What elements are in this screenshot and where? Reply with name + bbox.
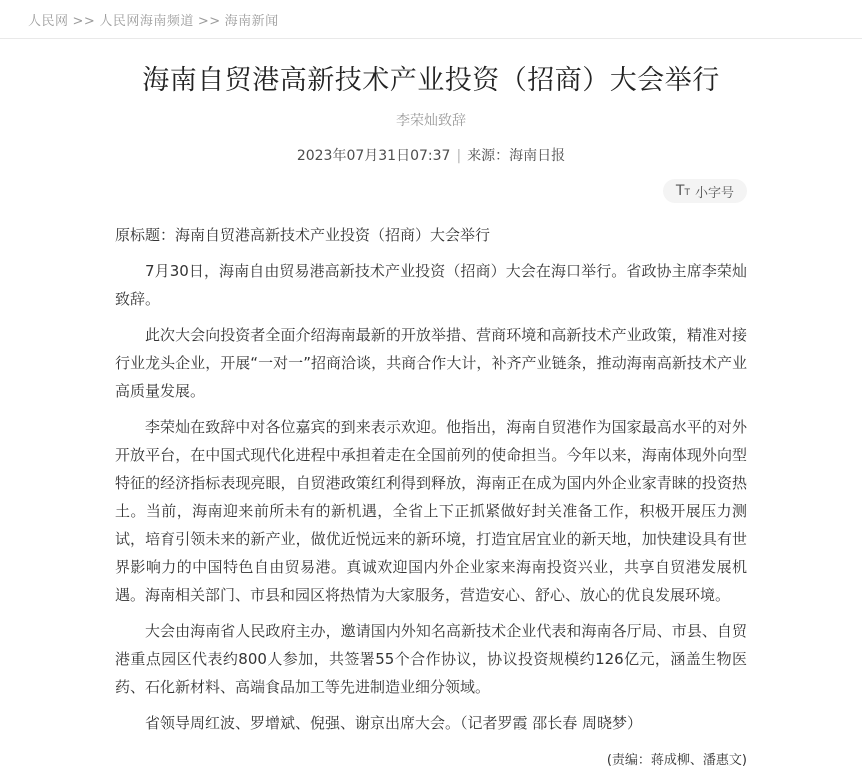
- breadcrumb: [0, 0, 862, 38]
- original-title-label: 原标题：: [115, 226, 176, 244]
- publish-date: 2023年07月31日07:37: [296, 148, 451, 164]
- font-size-label: 小字号: [694, 185, 734, 201]
- breadcrumb-separator: >>: [72, 14, 96, 29]
- original-title-text: 海南自贸港高新技术产业投资（招商）大会举行: [175, 226, 491, 244]
- font-size-icon: T T: [675, 183, 690, 199]
- source-label: 来源：: [467, 148, 510, 164]
- article-title: 海南自贸港高新技术产业投资（招商）大会举行: [142, 65, 720, 96]
- editor-note: (责编：蒋成柳、潘惠文): [606, 753, 747, 768]
- article-container: [115, 63, 747, 771]
- article-body: [115, 221, 747, 771]
- article-paragraph: 此次大会向投资者全面介绍海南最新的开放举措、营商环境和高新技术产业政策，精准对接行业龙头企业，开展“一对一”招商洽谈，共商合作大计，补齐产业链条，推动海南高新技术产业高质量发展。: [115, 326, 747, 400]
- breadcrumb-link-hainan-channel[interactable]: 人民网海南频道: [99, 14, 194, 29]
- article-paragraph: 7月30日，海南自由贸易港高新技术产业投资（招商）大会在海口举行。省政协主席李荣灿致辞。: [115, 262, 747, 308]
- paragraph-list: [115, 257, 747, 737]
- article-meta: [115, 145, 747, 165]
- original-title-line: [115, 221, 747, 249]
- source-link[interactable]: 海南日报: [509, 148, 566, 164]
- breadcrumb-separator: >>: [197, 14, 221, 29]
- article-subtitle: 李荣灿致辞: [396, 113, 466, 129]
- meta-separator: |: [456, 148, 462, 164]
- breadcrumb-link-hainan-news[interactable]: 海南新闻: [224, 14, 279, 29]
- article-paragraph: 省领导周红波、罗增斌、倪强、谢京出席大会。（记者罗霞 邵长春 周晓梦）: [145, 714, 643, 732]
- article-toolbar: [115, 179, 747, 203]
- header-divider: [0, 38, 862, 39]
- article-paragraph: 李荣灿在致辞中对各位嘉宾的到来表示欢迎。他指出，海南自贸港作为国家最高水平的对外开放平台，在中国式现代化进程中承担着走在全国前列的使命担当。今年以来，海南体现外向型特征的经济指标表现亮眼，自贸港政策红利得到释放，海南正在成为国内外企业家青睐的投资热土。当前，海南迎来前所未有的新机遇，全省上下正抓紧做好封关准备工作，积极开展压力测试，培育引领未来的新产业，做优近悦远来的新环境，打造宜居宜业的新天地，加快建设具有世界影响力的中国特色自由贸易港。真诚欢迎国内外企业家来海南投资兴业，共享自贸港发展机遇。海南相关部门、市县和园区将热情为大家服务，营造安心、舒心、放心的优良发展环境。: [115, 418, 747, 604]
- font-size-button[interactable]: [663, 179, 747, 203]
- breadcrumb-link-peoples-daily[interactable]: 人民网: [28, 14, 69, 29]
- article-paragraph: 大会由海南省人民政府主办，邀请国内外知名高新技术企业代表和海南各厅局、市县、自贸港重点园区代表约800人参加，共签署55个合作协议，协议投资规模约126亿元，涵盖生物医药、石化新材料、高端食品加工等先进制造业细分领域。: [115, 622, 747, 696]
